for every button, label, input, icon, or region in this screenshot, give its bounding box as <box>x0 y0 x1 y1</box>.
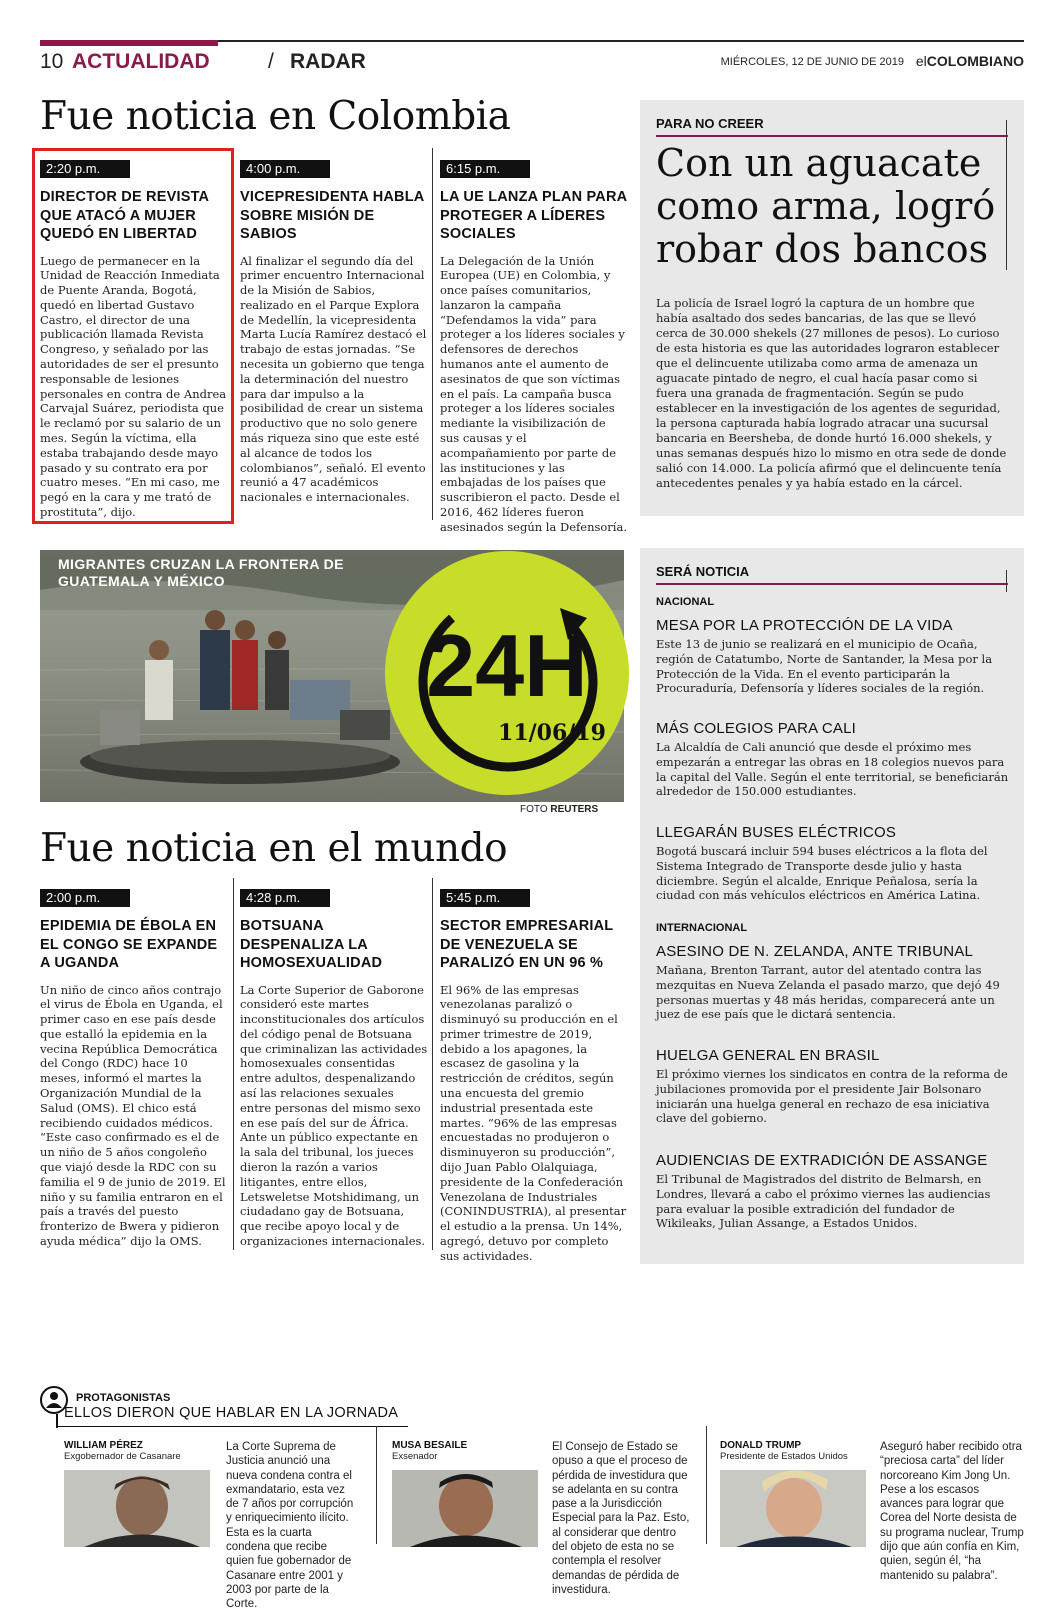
protagonist-divider <box>376 1426 377 1544</box>
time-tag: 6:15 p.m. <box>440 160 530 178</box>
photo-credit-prefix: FOTO <box>520 804 548 815</box>
para-no-creer-body: La policía de Israel logró la captura de un hombre que había asaltado dos sedes bancarias, de las que se llevó cerca de 30.000 shekels (27 millones de pesos). Lo curioso de esta historia es que las autoridades lograron establecer que el delincuente utilizaba como arma de amenaza un aguacate pintado de negro, el cual hacía pasar como si fuera una granada de fragmentación. Según se pudo establecer en la investigación de los agentes de seguridad, la persona capturada había logrado atracar una sucursal bancaria en Beersheba, de donde hurtó 16.000 shekels, y unas semanas después hizo lo mismo en otra sede de donde salió con 14.000. La policía afirmó que el delincuente tenía antecedentes penales y ya había estado en la cárcel. <box>656 296 1007 490</box>
article-headline: LA UE LANZA PLAN PARA PROTEGER A LÍDERES SOCIALES <box>440 189 627 242</box>
photo-title: MIGRANTES CRUZAN LA FRONTERA DE GUATEMALA Y MÉXICO <box>58 556 344 589</box>
para-no-creer-rule <box>656 135 1008 137</box>
internacional-label: INTERNACIONAL <box>656 922 748 934</box>
protagonist-role: Presidente de Estados Unidos <box>720 1451 848 1462</box>
colombia-section-title: Fue noticia en Colombia <box>40 94 511 139</box>
mundo-article-3[interactable] <box>440 887 628 1264</box>
item-title: ASESINO DE N. ZELANDA, ANTE TRIBUNAL <box>656 943 973 960</box>
protagonistas-label: PROTAGONISTAS <box>76 1392 171 1404</box>
item-body: Este 13 de junio se realizará en el municipio de Ocaña, región de Catatumbo, Norte de Santander, la Mesa por la Protección de la Vida. En el evento participarán la Procuraduría, Defensoría y líderes sociales de la región. <box>656 637 993 696</box>
subsection-name[interactable]: RADAR <box>290 50 366 73</box>
column-divider <box>432 148 433 520</box>
article-body: Al finalizar el segundo día del primer encuentro Internacional de la Misión de Sabios, realizado en el Parque Explora de Medellín, la vicepresidenta Marta Lucía Ramírez destacó el trabajo de estas jornadas. “Se necesita un gobierno que tenga la determinación del nuestro para dar impulso a la posibilidad de crear un sistema productivo que no solo genere más riqueza sino que este esté al alcance de todos los colombianos”, señaló. El evento reunió a 47 académicos nacionales e internacionales. <box>240 253 427 505</box>
item-title: HUELGA GENERAL EN BRASIL <box>656 1047 880 1064</box>
item-title: LLEGARÁN BUSES ELÉCTRICOS <box>656 824 897 841</box>
item-title: MESA POR LA PROTECCIÓN DE LA VIDA <box>656 617 953 634</box>
logo-prefix: el <box>915 53 927 69</box>
item-body: Mañana, Brenton Tarrant, autor del atentado contra las mezquitas en Nueva Zelanda el pasado marzo, que dejó 49 personas muertas y 48 más heridas, comparecerá ante un juez de ese país que le dictará sentencia. <box>656 963 1000 1022</box>
article-body: Luego de permanecer en la Unidad de Reacción Inmediata de Puente Aranda, Bogotá, quedó en libertad Gustavo Castro, el director de una publicación llamada Revista Congreso, y señalado por las autoridades de ser el presunto responsable de lesiones personales en contra de Andrea Carvajal Suárez, periodista que le reclamó por su salario de un mes. Según la víctima, ella estaba trabajando desde mayo pasado y su contrato era por cuatro meses. “En mi caso, me pegó en la cara y me trató de prostituta”, dijo. <box>40 253 227 520</box>
portrait-musa-besaile[interactable] <box>392 1470 538 1547</box>
para-no-creer-vrule <box>1006 120 1007 270</box>
protagonist-name: DONALD TRUMP <box>720 1440 802 1451</box>
portrait-william-perez[interactable] <box>64 1470 210 1547</box>
edition-date: MIÉRCOLES, 12 DE JUNIO DE 2019 <box>720 56 904 68</box>
protagonistas-subtitle: ELLOS DIERON QUE HABLAR EN LA JORNADA <box>64 1405 399 1421</box>
sera-noticia-item-6[interactable] <box>656 1152 1010 1231</box>
portrait-donald-trump-image <box>720 1470 866 1547</box>
column-divider <box>432 878 433 1250</box>
sera-noticia-item-1[interactable] <box>656 617 1010 696</box>
sera-noticia-item-5[interactable] <box>656 1047 1010 1126</box>
page-header <box>40 50 1024 76</box>
badge-circle-icon <box>382 548 632 798</box>
colombia-article-2[interactable] <box>240 158 428 505</box>
time-tag: 4:28 p.m. <box>240 889 330 907</box>
article-headline: VICEPRESIDENTA HABLA SOBRE MISIÓN DE SABIOS <box>240 189 424 242</box>
protagonist-name: WILLIAM PÉREZ <box>64 1440 143 1451</box>
page-number: 10 <box>40 50 64 73</box>
protagonist-text: El Consejo de Estado se opuso a que el proceso de pérdida de investidura que se adelanta en su contra pase a la Jurisdicción Especial para la Paz. Esto, al considerar que dentro del objeto de esta no se contempla el resolver demandas de pérdida de investidura. <box>552 1441 690 1596</box>
mundo-article-2[interactable] <box>240 887 428 1249</box>
sera-noticia-item-3[interactable] <box>656 824 1010 903</box>
sera-noticia-rule <box>656 583 1008 585</box>
highlight-box <box>32 148 234 524</box>
time-tag: 2:20 p.m. <box>40 160 130 178</box>
badge-24h <box>382 548 632 798</box>
sera-noticia-item-4[interactable] <box>656 943 1010 1022</box>
column-divider <box>233 878 234 1250</box>
logo-main: COLOMBIANO <box>926 53 1024 69</box>
photo-credit-source: REUTERS <box>550 804 599 815</box>
protagonistas-rule <box>56 1426 408 1427</box>
header-accent-bar <box>40 40 218 46</box>
sera-noticia-vrule <box>1006 570 1007 592</box>
item-body: El Tribunal de Magistrados del distrito de Belmarsh, en Londres, llevará a cabo el próximo viernes las audiencias para evaluar la posible extradición del fundador de Wikileaks, Julian Assange, a Estados Unidos. <box>656 1172 991 1231</box>
item-body: El próximo viernes los sindicatos en contra de la reforma de jubilaciones promovida por el presidente Jair Bolsonaro iniciarán una huelga general en rechazo de esa iniciativa clave del gobierno. <box>656 1067 1008 1126</box>
para-no-creer-label: PARA NO CREER <box>656 116 764 131</box>
article-body: El 96% de las empresas venezolanas paralizó o disminuyó su producción en el primer trimestre de 2019, debido a los apagones, la escasez de gasolina y la restricción de créditos, según una encuesta del gremio industrial presentada este martes. “96% de las empresas encuestadas no produjeron o disminuyeron su producción”, dijo Juan Pablo Olalquiaga, presidente de la Confederación Venezolana de Industriales (CONINDUSTRIA), al presentar el estudio a la prensa. Un 14%, agregó, detuvo por completo sus actividades. <box>440 982 627 1263</box>
sera-noticia-label: SERÁ NOTICIA <box>656 564 750 579</box>
time-tag: 2:00 p.m. <box>40 889 130 907</box>
time-tag: 5:45 p.m. <box>440 889 530 907</box>
article-headline: EPIDEMIA DE ÉBOLA EN EL CONGO SE EXPANDE A UGANDA <box>40 918 218 971</box>
protagonist-name: MUSA BESAILE <box>392 1440 468 1451</box>
colombia-article-3[interactable] <box>440 158 628 535</box>
portrait-musa-besaile-image <box>392 1470 538 1547</box>
protagonist-role: Exgobernador de Casanare <box>64 1451 181 1462</box>
article-headline: BOTSUANA DESPENALIZA LA HOMOSEXUALIDAD <box>240 918 383 971</box>
para-no-creer-title: Con un aguacate como arma, logró robar dos bancos <box>656 141 996 271</box>
sera-noticia-item-2[interactable] <box>656 720 1010 799</box>
person-glyph-icon <box>42 1388 66 1412</box>
article-headline: DIRECTOR DE REVISTA QUE ATACÓ A MUJER QUEDÓ EN LIBERTAD <box>40 189 209 242</box>
badge-date: 11/06/19 <box>498 720 606 746</box>
item-title: MÁS COLEGIOS PARA CALI <box>656 720 857 737</box>
protagonist-role: Exsenador <box>392 1451 438 1462</box>
newspaper-logo[interactable] <box>916 53 1024 69</box>
article-headline: SECTOR EMPRESARIAL DE VENEZUELA SE PARALIZÓ EN UN 96 % <box>440 918 614 971</box>
article-body: Un niño de cinco años contrajo el virus de Ébola en Uganda, el primer caso en ese país desde que estalló la epidemia en la vecina República Democrática del Congo (RDC) hace 10 meses, informó el martes la Organización Mundial de la Salud (OMS). El chico está recibiendo cuidados médicos. “Este caso confirmado es el de un niño de 5 años congoleño que viajó desde la RDC con su familia el 9 de junio de 2019. El niño y su familia entraron en el país a través del puesto fronterizo de Bwera y pidieron ayuda médica” dijo la OMS. <box>40 982 226 1249</box>
article-body: La Delegación de la Unión Europea (UE) en Colombia, y once países comunitarios, lanzaron la campaña “Defendamos la vida” para proteger a los líderes sociales y defensores de derechos humanos ante el aumento de asesinatos de que son víctimas en el país. La campaña busca proteger a los líderes sociales mediante la visibilización de sus causas y el acompañamiento por parte de las instituciones y las embajadas de los países que suscribieron el pacto. Desde el 2016, 462 líderes fueron asesinados según la Defensoría. <box>440 253 627 534</box>
mundo-section-title: Fue noticia en el mundo <box>40 826 508 871</box>
time-tag: 4:00 p.m. <box>240 160 330 178</box>
item-body: Bogotá buscará incluir 594 buses eléctricos a la flota del Sistema Integrado de Transporte desde julio y hasta diciembre. Según el alcalde, Enrique Peñalosa, sería la ciudad con más vehículos eléctricos en América Latina. <box>656 844 988 903</box>
section-name[interactable]: ACTUALIDAD <box>72 50 210 73</box>
portrait-william-perez-image <box>64 1470 210 1547</box>
portrait-donald-trump[interactable] <box>720 1470 866 1547</box>
mundo-article-1[interactable] <box>40 887 228 1249</box>
item-body: La Alcaldía de Cali anunció que desde el próximo mes empezarán a entregar las obras en 18 colegios nuevos para la capital del Valle. Según el ente territorial, se beneficiarán alrededor de 150.000 estudiantes. <box>656 740 1009 799</box>
badge-text: 24H <box>426 616 588 715</box>
article-body: La Corte Superior de Gaborone consideró este martes inconstitucionales dos artículos del código penal de Botsuana que criminalizan las actividades homosexuales consentidas entre adultos, despenalizando así las relaciones sexuales entre personas del mismo sexo en ese país del sur de África. Ante un público expectante en la sala del tribunal, los jueces dieron la razón a varios litigantes, entre ellos, Letsweletse Motshidimang, un ciudadano gay de Botsuana, que recibe apoyo local y de organizaciones internacionales. <box>240 982 428 1249</box>
nacional-label: NACIONAL <box>656 596 715 608</box>
protagonist-divider <box>706 1426 707 1544</box>
photo-credit <box>520 804 598 815</box>
protagonist-text: Aseguró haber recibido otra “preciosa carta” del líder norcoreano Kim Jong Un. Pese a los escasos avances para lograr que Corea del Norte desista de su programa nuclear, Trump dijo que aún confía en Kim, quien, según él, “ha mantenido su palabra”. <box>880 1441 1024 1582</box>
item-title: AUDIENCIAS DE EXTRADICIÓN DE ASSANGE <box>656 1152 988 1169</box>
section-separator: / <box>268 50 274 73</box>
protagonist-text: La Corte Suprema de Justicia anunció una nueva condena contra el exmandatario, esta vez de 7 años por corrupción y enriquecimiento ilícito. Esta es la cuarta condena que recibe quien fue gobernador de Casanare entre 2001 y 2003 por parte de la Corte. <box>226 1441 354 1611</box>
